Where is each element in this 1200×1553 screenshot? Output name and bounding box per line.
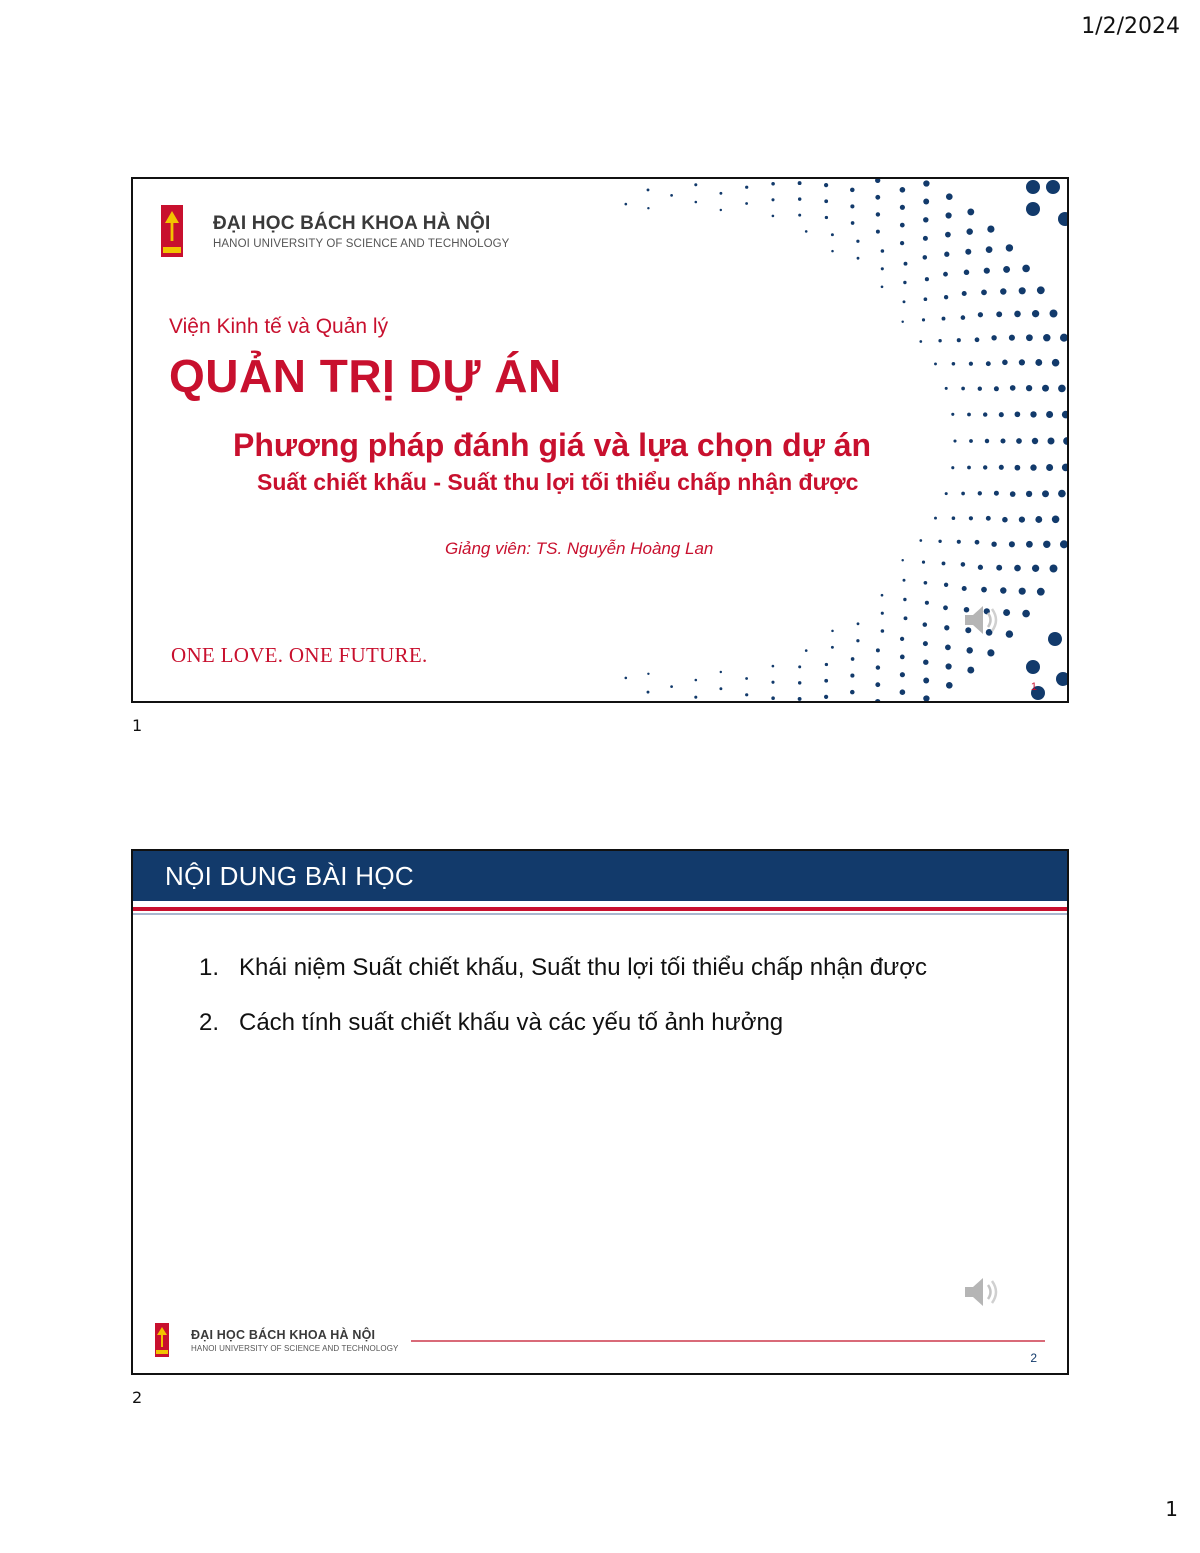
decor-dot [952,516,956,520]
decor-dot [1009,335,1015,341]
decor-dot [943,272,948,277]
slide-number: 1 [1030,681,1037,693]
decor-dot [798,197,801,200]
decor-dot [900,205,905,210]
decor-dot [967,667,974,674]
decor-dot [1050,310,1058,318]
decor-dot [625,677,628,680]
decor-dot [1056,672,1069,686]
decor-dot [824,183,828,187]
decor-dot [923,255,928,260]
decor-dot [969,439,973,443]
decor-dot [946,212,952,218]
decor-dot [875,179,880,183]
decor-dot [966,228,972,234]
decor-dot [856,639,859,642]
decor-dot [938,339,941,342]
decor-dot [962,291,967,296]
decor-dot [745,202,748,205]
decor-dot [919,340,922,343]
decor-dot [900,223,905,228]
decor-dot [1032,310,1039,317]
decor-dot [943,605,948,610]
decor-dot [881,285,884,288]
decor-dot [996,311,1002,317]
decor-dot [824,199,828,203]
decor-dot [1046,180,1060,194]
decor-dot [824,679,828,683]
decor-dot [904,616,908,620]
decor-dot [945,645,951,651]
decor-dot [904,262,908,266]
decor-dot [900,637,904,641]
decor-dot [978,387,982,391]
decor-dot [798,697,802,701]
decor-dot [831,250,834,253]
decor-dot [647,673,649,675]
decor-dot [1006,630,1013,637]
decor-dot [975,337,980,342]
decor-dot [934,517,937,520]
decor-dot [1000,587,1006,593]
decor-dot [1010,385,1016,391]
decor-dot [772,215,775,218]
decor-dot [1046,464,1053,471]
decor-dot [1043,541,1050,548]
decor-dot [831,630,834,633]
decor-dot [991,541,996,546]
decor-dot [1032,438,1038,444]
decor-dot [881,629,885,633]
slide-header-title: NỘI DUNG BÀI HỌC [165,861,414,891]
decor-dot [996,565,1002,571]
decor-dot [857,622,860,625]
decor-dot [987,226,994,233]
decor-dot [1014,311,1021,318]
decor-dot [881,612,884,615]
decor-dot [771,182,775,186]
decor-dot [695,201,698,204]
decor-dot [647,188,650,191]
decor-dot [942,317,946,321]
decor-dot [967,413,971,417]
decor-dot [647,207,649,209]
decor-dot [975,540,980,545]
decor-dot [1042,490,1049,497]
decor-dot [875,699,880,703]
header-divider-blue [133,913,1067,915]
decor-dot [1003,609,1010,616]
decor-dot [745,677,748,680]
decor-dot [900,187,906,193]
decor-dot [798,214,801,217]
decor-dot [1002,517,1008,523]
decor-dot [851,221,855,225]
decor-dot [986,246,993,253]
decor-dot [1000,438,1005,443]
decor-dot [1035,359,1042,366]
decor-dot [962,586,967,591]
decor-dot [1000,288,1006,294]
decor-dot [987,649,994,656]
decor-dot [966,647,972,653]
decor-dot [1019,588,1026,595]
decor-dot [983,465,987,469]
slide-caption-1: 1 [132,716,143,735]
slide-1 [131,177,1069,703]
decor-dot [944,295,948,299]
decor-dot [1019,287,1026,294]
decor-dot [1026,660,1040,674]
page-date: 1/2/2024 [1081,14,1180,39]
university-emblem-icon [161,205,183,257]
decor-dot [798,181,802,185]
decor-dot [719,687,722,690]
decor-dot [961,387,965,391]
decor-dot [694,696,697,699]
slide-caption-2: 2 [132,1388,143,1407]
decor-dot [994,386,999,391]
decor-dot [944,583,948,587]
decor-dot [944,252,949,257]
decor-dot [945,232,951,238]
footer-university-logo [155,1323,399,1357]
decor-dot [1050,565,1058,573]
decor-dot [1003,266,1010,273]
decor-dot [1030,411,1036,417]
decor-dot [994,491,999,496]
decor-dot [694,183,697,186]
decor-dot [1048,632,1062,646]
decor-dot [771,696,775,700]
slide-header-bar [133,851,1067,901]
decor-dot [944,625,949,630]
decor-dot [923,678,929,684]
decor-dot [923,236,928,241]
decor-dot [798,665,801,668]
decor-dot [1026,334,1033,341]
decor-dot [1006,244,1013,251]
decor-dot [856,240,859,243]
agenda-item [199,943,979,992]
decor-dot [951,413,954,416]
university-name-vn: ĐẠI HỌC BÁCH KHOA HÀ NỘI [213,212,491,234]
decor-dot [1060,334,1068,342]
decor-dot [1058,212,1069,226]
decor-dot [1022,265,1030,273]
decor-dot [923,180,929,186]
decor-dot [825,663,828,666]
decor-dot [903,579,906,582]
decor-dot [900,655,905,660]
decor-dot [1009,541,1015,547]
decor-dot [1026,491,1032,497]
decor-dot [964,270,970,276]
decor-dot [1002,360,1008,366]
decor-dot [850,690,855,695]
decor-dot [901,321,903,323]
decor-dot [831,233,834,236]
decor-dot [876,648,880,652]
decor-dot [967,208,974,215]
decor-dot [924,297,928,301]
decor-dot [1032,565,1039,572]
decor-dot [1037,286,1045,294]
decor-dot [670,194,673,197]
decor-dot [771,198,774,201]
decor-dot [900,672,905,677]
decor-dot [1042,385,1049,392]
decor-dot [922,561,925,564]
decor-dot [1058,490,1066,498]
decor-dot [805,230,808,233]
slogan: ONE LOVE. ONE FUTURE. [171,643,428,667]
decor-dot [923,217,928,222]
decor-dot [969,362,973,366]
decor-dot [851,657,855,661]
decor-dot [991,335,996,340]
page-number: 1 [1165,1497,1178,1521]
decor-dot [876,212,880,216]
decor-dot [824,695,828,699]
decor-dot [850,204,854,208]
decor-dot [720,671,722,673]
slide-2 [131,849,1069,1375]
decor-dot [946,193,953,200]
decor-dot [924,581,928,585]
decor-dot [967,466,971,470]
decor-dot [981,587,987,593]
decor-dot [647,691,650,694]
decor-dot [719,192,722,195]
decor-dot [881,249,885,253]
decor-dot [986,361,991,366]
decor-dot [900,241,904,245]
decor-dot [978,491,982,495]
decor-dot [903,300,906,303]
decor-dot [850,674,854,678]
decor-dot [876,665,880,669]
decor-dot [978,312,983,317]
decor-dot [1030,464,1036,470]
decor-dot [961,315,966,320]
decor-dot [919,539,922,542]
decor-dot [876,230,880,234]
decor-dot [984,268,990,274]
agenda-item [199,998,979,1047]
decor-dot [903,598,906,601]
agenda-item-number: 1. [199,954,220,981]
decor-dot [1026,541,1033,548]
decor-dot [850,188,855,193]
decor-dot [1019,359,1025,365]
decor-dot [923,622,928,627]
header-divider-red [133,907,1067,911]
lesson-title: Phương pháp đánh giá và lựa chọn dự án [233,427,872,463]
decor-dot [946,682,953,689]
decor-dot [1022,610,1030,618]
university-logo [161,205,509,257]
decor-dot [1026,385,1032,391]
decor-dot [1035,516,1042,523]
decor-dot [1016,438,1022,444]
decor-dot [798,681,801,684]
lecturer-name: Giảng viên: TS. Nguyễn Hoàng Lan [445,539,714,558]
decor-dot [720,209,722,211]
decor-dot [953,439,956,442]
decor-dot [978,565,983,570]
decor-dot [903,281,906,284]
decor-dot [745,186,748,189]
decor-dot [923,695,929,701]
footer-university-name-vn: ĐẠI HỌC BÁCH KHOA HÀ NỘI [191,1327,376,1342]
decor-dot [1019,516,1025,522]
decor-dot [1052,516,1060,524]
decor-dot [1037,588,1045,596]
decor-dot [875,195,880,200]
lesson-subtitle: Suất chiết khấu - Suất thu lợi tối thiểu chấp nhận được [257,469,859,495]
decor-dot [981,290,987,296]
agenda-item-text: Cách tính suất chiết khấu và các yếu tố ảnh hưởng [239,1009,784,1036]
course-title: QUẢN TRỊ DỰ ÁN [169,350,562,402]
decor-dot [1062,411,1069,419]
decor-dot [881,267,884,270]
decor-dot [925,277,929,281]
decor-dot [946,663,952,669]
decor-dot [999,465,1004,470]
decor-dot [1010,491,1016,497]
decor-dot [986,516,991,521]
speaker-icon[interactable] [963,603,1003,637]
decor-dot [875,682,880,687]
footer-divider [411,1340,1045,1342]
decor-dot [625,203,628,206]
decor-dot [942,561,946,565]
decor-dot [961,562,966,567]
speaker-icon[interactable] [963,1275,1003,1309]
decor-dot [772,665,775,668]
decor-dot [938,540,941,543]
agenda-item-text: Khái niệm Suất chiết khấu, Suất thu lợi tối thiểu chấp nhận được [239,954,927,981]
decor-dot [670,685,673,688]
decor-dot [934,362,937,365]
decor-dot [695,679,698,682]
decor-dot [900,689,906,695]
university-name-en: HANOI UNIVERSITY OF SCIENCE AND TECHNOLOGY [213,237,510,250]
decor-dot [1063,437,1069,445]
decor-dot [1058,385,1066,393]
decor-dot [965,249,971,255]
university-emblem-icon [155,1323,169,1357]
footer-university-name-en: HANOI UNIVERSITY OF SCIENCE AND TECHNOLOGY [191,1343,399,1353]
decor-dot [1015,411,1021,417]
decor-dot [923,199,929,205]
decor-dot [957,540,961,544]
decor-dot [1047,437,1054,444]
decor-dot [1026,202,1040,216]
decor-dot [901,559,903,561]
decor-dot [825,216,828,219]
decor-dot [1043,334,1050,341]
decor-dot [985,439,989,443]
decor-dot [1060,540,1068,548]
decor-dot [1015,465,1021,471]
decor-dot [771,681,774,684]
decor-dot [745,693,748,696]
decor-dot [952,362,956,366]
decor-dot [1052,359,1060,367]
decor-dot [945,492,948,495]
decor-dot [805,649,808,652]
decor-dot [951,466,954,469]
decor-dot [923,659,928,664]
decor-dot [831,646,834,649]
decor-dot [1014,565,1021,572]
decor-dot [1026,180,1040,194]
institute-name: Viện Kinh tế và Quản lý [169,315,389,338]
agenda-list [199,943,979,1053]
decor-dot [945,387,948,390]
agenda-item-number: 2. [199,1009,220,1036]
decor-dot [983,412,987,416]
decor-dot [957,338,961,342]
decor-dot [999,412,1004,417]
decor-dot [923,641,928,646]
decor-dot [1062,464,1069,472]
decor-dot [857,257,860,260]
decor-dot [961,492,965,496]
decor-dot [925,601,929,605]
decor-dot [1046,411,1053,418]
decor-dot [922,318,925,321]
decor-dot [881,594,884,597]
decor-dot [969,516,973,520]
slide-number: 2 [1030,1351,1037,1365]
